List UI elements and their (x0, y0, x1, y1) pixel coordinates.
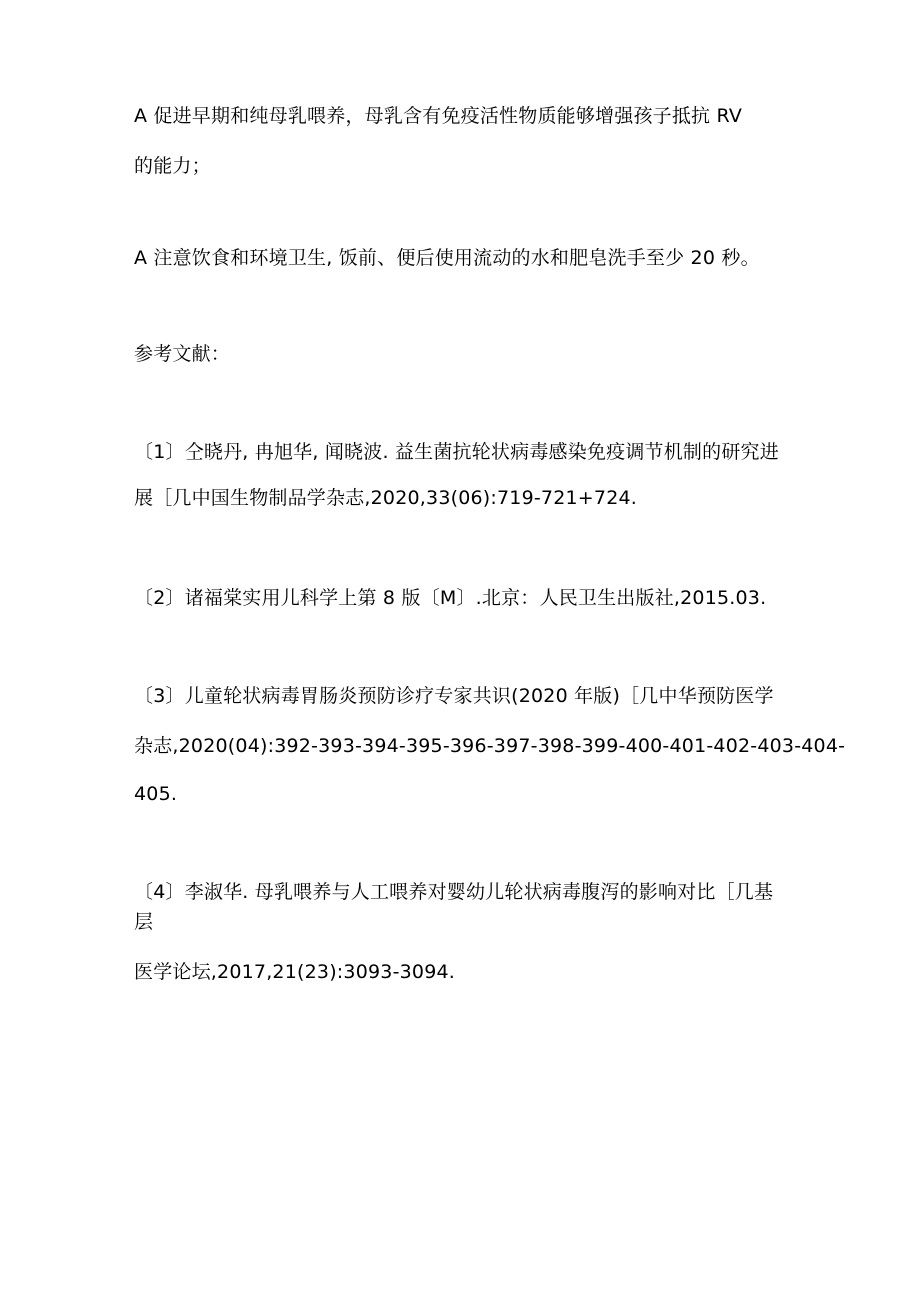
reference-1-line1: 〔1〕仝晓丹, 冉旭华, 闻晓波. 益生菌抗轮状病毒感染免疫调节机制的研究进 (134, 441, 779, 463)
reference-4-line3: 医学论坛,2017,21(23):3093-3094. (134, 961, 456, 983)
paragraph-breastfeeding-line1: A 促进早期和纯母乳喂养，母乳含有免疫活性物质能够增强孩子抵抗 RV (134, 105, 743, 127)
reference-4-line2: 层 (134, 911, 154, 933)
reference-4-line1: 〔4〕李淑华. 母乳喂养与人工喂养对婴幼儿轮状病毒腹泻的影响对比［几基 (134, 881, 774, 903)
reference-1-line2: 展［几中国生物制品学杂志,2020,33(06):719-721+724. (134, 487, 638, 509)
reference-3-line3: 405. (134, 783, 178, 805)
references-heading: 参考文献： (134, 343, 231, 365)
reference-2-line1: 〔2〕诸福棠实用儿科学上第 8 版〔M〕.北京：人民卫生出版社,2015.03. (134, 587, 767, 609)
paragraph-hygiene: A 注意饮食和环境卫生, 饭前、便后使用流动的水和肥皂洗手至少 20 秒。 (134, 247, 760, 269)
reference-3-line2: 杂志,2020(04):392-393-394-395-396-397-398-399-400-401-402-403-404- (134, 735, 846, 757)
reference-3-line1: 〔3〕儿童轮状病毒胃肠炎预防诊疗专家共识(2020 年版)［几中华预防医学 (134, 685, 774, 707)
paragraph-breastfeeding-line2: 的能力； (134, 155, 211, 177)
